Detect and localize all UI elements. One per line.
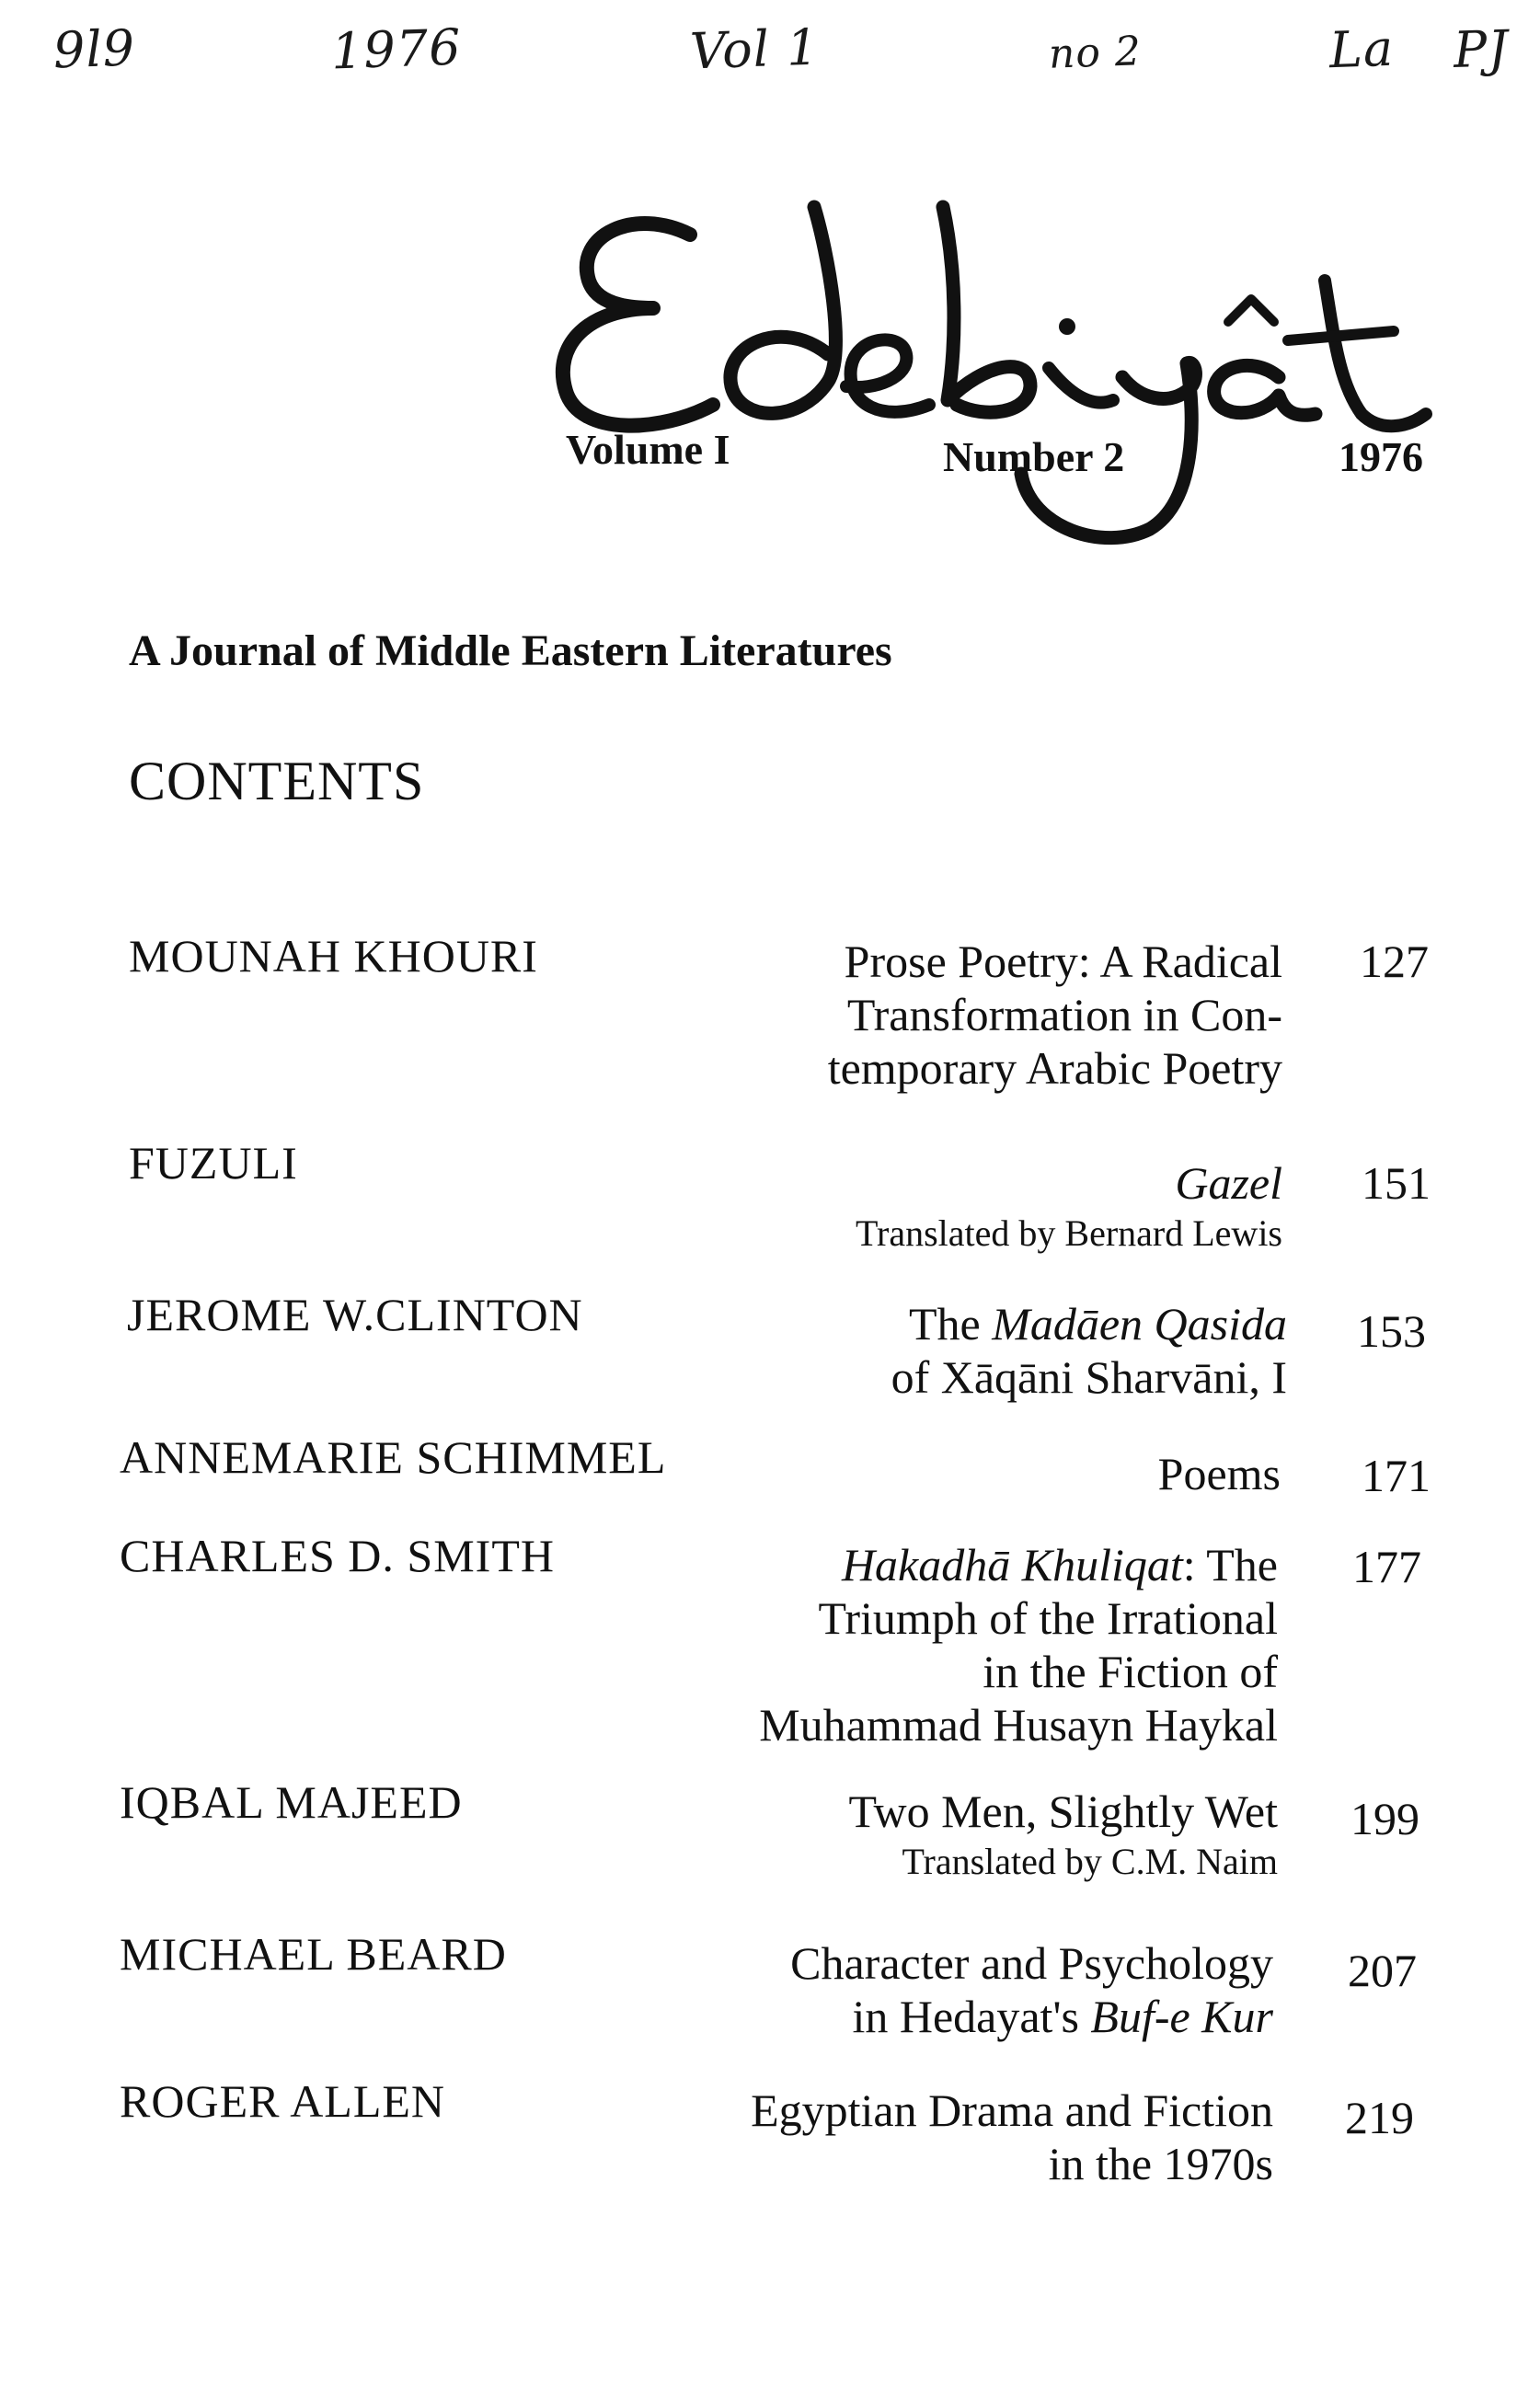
- toc-title-line: Egyptian Drama and Fiction: [751, 2084, 1273, 2136]
- toc-title-line: [634, 1538, 1278, 1591]
- handwritten-note-callnumber: 9l9: [52, 18, 137, 80]
- toc-translator: Translated by Bernard Lewis: [856, 1212, 1282, 1254]
- toc-page-number: 171: [1362, 1450, 1431, 1501]
- toc-author: MOUNAH KHOURI: [129, 930, 538, 982]
- toc-author: ROGER ALLEN: [120, 2075, 446, 2127]
- toc-author: IQBAL MAJEED: [120, 1776, 463, 1828]
- toc-title: [638, 1156, 1282, 1257]
- toc-title-line: Triumph of the Irrational: [818, 1592, 1278, 1644]
- toc-title: [634, 1538, 1278, 1751]
- toc-author: CHARLES D. SMITH: [120, 1530, 555, 1581]
- journal-subtitle: A Journal of Middle Eastern Literatures: [129, 626, 892, 675]
- toc-page-number: 219: [1345, 2092, 1414, 2143]
- toc-title-prefix: The: [908, 1298, 993, 1349]
- handwritten-note-number: no 2: [1048, 28, 1143, 78]
- toc-author: ANNEMARIE SCHIMMEL: [120, 1431, 667, 1483]
- toc-title-italic: Buf-e Kur: [1090, 1991, 1273, 2042]
- toc-title-italic: Hakadhā Khuliqat: [841, 1539, 1183, 1590]
- toc-title-line: Two Men, Slightly Wet: [848, 1786, 1278, 1837]
- toc-title-line: Transformation in Con-: [846, 989, 1282, 1040]
- toc-title: [634, 1785, 1278, 1886]
- toc-title-line: Poems: [1157, 1448, 1281, 1499]
- contents-heading: CONTENTS: [129, 751, 425, 811]
- toc-title-line: [629, 1990, 1273, 2043]
- toc-title-line: of Xāqāni Sharvāni, I: [891, 1351, 1287, 1403]
- toc-title: [638, 935, 1282, 1095]
- volume-label: Volume I: [566, 426, 730, 473]
- toc-author: JEROME W.CLINTON: [127, 1289, 583, 1340]
- toc-title: [629, 1936, 1273, 2043]
- toc-title-italic: Madāen Qasida: [992, 1298, 1287, 1349]
- handwritten-note-pj: PJ: [1452, 18, 1511, 80]
- toc-title-line: Muhammad Husayn Haykal: [759, 1699, 1278, 1751]
- toc-author: MICHAEL BEARD: [120, 1928, 507, 1980]
- number-label: Number 2: [943, 433, 1125, 480]
- handwritten-note-la: La: [1327, 18, 1396, 80]
- toc-page-number: 151: [1362, 1157, 1431, 1209]
- toc-title-line: Prose Poetry: A Radical: [844, 936, 1282, 987]
- toc-page-number: 199: [1350, 1793, 1419, 1844]
- toc-page-number: 207: [1348, 1945, 1417, 1996]
- journal-logo: [552, 170, 1435, 630]
- toc-title-line: Gazel: [1175, 1157, 1282, 1209]
- toc-title-line: [643, 1297, 1287, 1350]
- toc-title-prefix: in Hedayat's: [852, 1991, 1091, 2042]
- toc-title-line: temporary Arabic Poetry: [827, 1042, 1282, 1094]
- toc-title-line: in the Fiction of: [983, 1646, 1278, 1697]
- toc-title: [629, 2084, 1273, 2190]
- toc-translator: Translated by C.M. Naim: [902, 1841, 1278, 1882]
- edebiyat-logo-icon: [552, 170, 1435, 630]
- toc-title: [637, 1447, 1281, 1500]
- toc-title-line: in the 1970s: [1048, 2138, 1273, 2189]
- toc-author: FUZULI: [129, 1137, 298, 1189]
- toc-page-number: 177: [1352, 1541, 1421, 1592]
- toc-title-suffix: : The: [1182, 1539, 1278, 1590]
- toc-title: [643, 1297, 1287, 1404]
- toc-page-number: 127: [1360, 936, 1429, 987]
- toc-title-line: Character and Psychology: [790, 1937, 1273, 1989]
- toc-page-number: 153: [1357, 1305, 1426, 1357]
- handwritten-note-volume: Vol 1: [688, 17, 821, 81]
- handwritten-note-year: 1976: [329, 17, 463, 81]
- year-label: 1976: [1339, 433, 1423, 480]
